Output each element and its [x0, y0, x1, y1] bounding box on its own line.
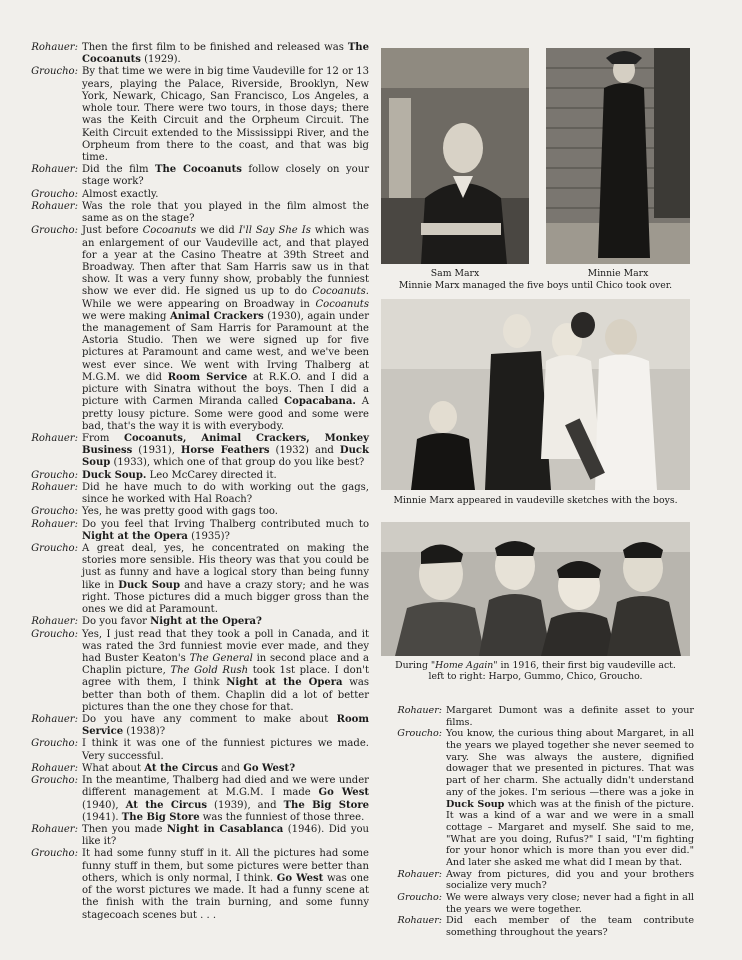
left-exchange [14, 42, 369, 66]
caption-minnie-marx: Minnie Marx [587, 268, 649, 279]
text-run: Margaret Dumont was a definite asset to your films. [446, 705, 694, 728]
italic-title: Cocoanuts [142, 225, 197, 237]
speaker-label: Rohauer: [397, 705, 442, 716]
film-title: Night at the Opera? [150, 616, 262, 628]
speaker-label: Groucho: [31, 848, 78, 860]
dialogue-text [82, 543, 369, 616]
speaker-label: Groucho: [397, 728, 442, 740]
text-run: Did each member of the team contribute something throughout the years? [446, 915, 694, 939]
dialogue-text [446, 728, 694, 868]
speaker-label: Rohauer: [31, 433, 78, 444]
left-exchange [14, 506, 369, 518]
italic-title: Cocoanuts. [312, 286, 369, 298]
text-run: (1933), which one of that group do you like best? [110, 457, 365, 469]
text-run: (1940), [82, 799, 126, 811]
dialogue-text [82, 201, 369, 225]
text-run: (1930), again under the management of Sam Harris for Paramount at the Astoria Studio. Then we were signed up for five pictures at Paramount and came west, and we've been west ever since. We went with Irving Thalberg at M.G.M. we did [82, 310, 369, 383]
dialogue-text [82, 506, 369, 518]
speaker-label: Groucho: [31, 775, 78, 787]
dialogue-text [82, 616, 369, 628]
text-run: It had some funny stuff in it. All the pictures had some funny stuff in them, but some pictures were better than others, which is only normal, I think. [82, 848, 369, 884]
text-run: in second place and a Chaplin picture, [82, 652, 369, 677]
text-run: we did [196, 225, 239, 237]
text-run: Do you have any comment to make about [82, 714, 337, 726]
left-exchange [14, 763, 369, 775]
text-run: Yes, I just read that they took a poll in Canada, and it was rated the 3rd funniest movie ever made, and they had Buster Keaton's [82, 628, 369, 664]
dialogue-text [82, 42, 369, 66]
caption-home-again-title: "Home Again" [430, 660, 498, 671]
dialogue-text [82, 763, 369, 775]
text-run: Then you made [82, 824, 167, 835]
text-run: (1941). [82, 811, 122, 823]
text-run: Almost exactly. [82, 188, 159, 200]
caption-home-again [381, 660, 690, 682]
text-run: took 1st place. I don't agree with them, I think [82, 665, 369, 689]
left-exchange [14, 482, 369, 506]
left-exchange [14, 470, 369, 482]
caption-home-again-pre: During [395, 660, 431, 671]
text-run: and have a crazy story; and he was right. Those pictures did a much bigger gross than the ones we did at Paramount. [82, 579, 369, 616]
dialogue-text [446, 892, 694, 915]
speaker-label: Groucho: [31, 469, 78, 481]
film-title: Copacabana. [284, 396, 356, 408]
left-exchange [14, 433, 369, 470]
film-title: Duck Soup [446, 798, 505, 810]
film-title: Go West [276, 872, 324, 884]
text-run: You know, the curious thing about Margaret, in all the years we played together she never seemed to vary. She was always the austere, dignified dowager that we presented in pictures. That was part of her charm. She actually didn't understand any of the jokes. I'm serious —there was a joke in [446, 728, 694, 798]
text-run: Away from pictures, did you and your brothers socialize very much? [446, 868, 694, 892]
speaker-label: Groucho: [31, 506, 78, 518]
film-title: Go West? [243, 762, 296, 774]
film-title: Night in Casablanca [166, 824, 284, 835]
left-exchange [14, 848, 369, 921]
speaker-label: Groucho: [31, 628, 78, 640]
interview-column-right [376, 705, 694, 939]
dialogue-text [82, 519, 369, 543]
dialogue-text [82, 824, 369, 848]
text-run: A great deal, yes, he concentrated on making the stories more sensible. His theory was that you could be just as funny and have a logical story than being funny like in [82, 542, 369, 591]
right-exchange [376, 705, 694, 728]
text-run: (1931), [132, 445, 181, 457]
text-run: Was the role that you played in the film almost the same as on the stage? [82, 200, 369, 225]
italic-title: The General [189, 652, 253, 664]
speaker-label: Rohauer: [397, 915, 442, 927]
left-exchange [14, 66, 369, 164]
left-exchange [14, 629, 369, 715]
text-run: Did the film [82, 164, 155, 176]
film-title: The Big Store [283, 799, 369, 811]
text-run: By that time we were in big time Vaudeville for 12 or 13 years, playing the Palace, Riverside, Brooklyn, New York, Newark, Chicago, San Francisco, Los Angeles, a whole tour. There were two tours, in those days; there was the Keith Circuit and the Orpheum Circuit. The Keith Circuit extended to the Mississippi River, and the Orpheum from there to the coast, and that was big time. [82, 66, 369, 163]
film-title: At the Circus [125, 799, 208, 811]
right-exchange [376, 892, 694, 915]
speaker-label: Rohauer: [31, 616, 78, 628]
text-run: (1939), and [207, 799, 284, 811]
italic-title: I'll Say She Is [238, 225, 311, 237]
speaker-label: Groucho: [397, 892, 442, 903]
text-run: Then the first film to be finished and released was [82, 42, 348, 53]
film-title: Horse Feathers [180, 445, 270, 457]
text-run: (1935)? [187, 530, 230, 542]
film-title: At the Circus [144, 762, 218, 774]
film-title: Duck Soup. [82, 469, 147, 481]
text-run: From [82, 433, 124, 444]
text-run: (1932) and [269, 445, 340, 457]
text-run: We were always very close; never had a fight in all the years we were together. [446, 892, 694, 915]
text-run: Did he have much to do with working out the gags, since he worked with Hal Roach? [82, 481, 369, 506]
dialogue-text [446, 869, 694, 892]
dialogue-text [82, 225, 369, 433]
film-title: The Big Store [121, 811, 200, 823]
caption-minnie-managed: Minnie Marx managed the five boys until Chico took over. [398, 280, 673, 291]
speaker-label: Groucho: [31, 66, 78, 78]
left-exchange [14, 201, 369, 225]
text-run: Do you feel that Irving Thalberg contributed much to [82, 518, 369, 530]
film-title: Go West [318, 787, 369, 799]
left-exchange [14, 738, 369, 762]
speaker-label: Groucho: [31, 738, 78, 750]
film-title: Night at the Opera [226, 677, 343, 689]
text-run: was better than both of them. Chaplin did a lot of better pictures than the one they chose for that. [82, 677, 369, 713]
dialogue-text [82, 164, 369, 188]
photo-home-again [381, 522, 690, 656]
dialogue-text [82, 470, 369, 482]
speaker-label: Rohauer: [31, 714, 78, 726]
dialogue-text [82, 189, 369, 201]
caption-vaudeville-sketch: Minnie Marx appeared in vaudeville sketches with the boys. [393, 495, 678, 506]
speaker-label: Rohauer: [31, 200, 78, 212]
speaker-label: Groucho: [31, 188, 78, 200]
film-title: Night at the Opera [82, 530, 188, 542]
italic-title: Cocoanuts [315, 298, 369, 310]
speaker-label: Rohauer: [31, 518, 78, 530]
speaker-label: Groucho: [31, 542, 78, 554]
text-run: What about [82, 762, 145, 774]
interview-column-left [14, 42, 369, 922]
photo-sam-marx [381, 48, 529, 264]
dialogue-text [82, 629, 369, 715]
caption-home-again-post: in 1916, their first big vaudeville act. [497, 660, 676, 671]
film-title: Duck Soup [118, 579, 181, 591]
film-title: Room Service [82, 714, 369, 738]
speaker-label: Rohauer: [31, 164, 78, 176]
text-run: (1929). [140, 54, 181, 66]
film-title: Duck Soup [82, 445, 369, 469]
film-title: The Cocoanuts [82, 42, 369, 66]
right-exchange [376, 869, 694, 892]
dialogue-text [82, 482, 369, 506]
dialogue-text [82, 848, 369, 921]
dialogue-text [82, 433, 369, 470]
text-run: (1938)? [123, 726, 166, 738]
caption-home-again-names: left to right: Harpo, Gummo, Chico, Groucho. [428, 671, 643, 682]
speaker-label: Rohauer: [31, 481, 78, 493]
speaker-label: Rohauer: [397, 868, 442, 880]
speaker-label: Rohauer: [31, 42, 78, 53]
text-run: (1946). Did you like it? [82, 824, 370, 848]
speaker-label: Rohauer: [31, 762, 78, 774]
left-exchange [14, 164, 369, 188]
text-run: was the funniest of those three. [199, 811, 365, 823]
text-run: and [217, 762, 244, 774]
dialogue-text [82, 66, 369, 164]
left-exchange [14, 824, 369, 848]
dialogue-text [446, 705, 694, 728]
left-exchange [14, 775, 369, 824]
text-run: Just before [82, 225, 143, 237]
left-exchange [14, 543, 369, 616]
right-exchange [376, 728, 694, 868]
left-exchange [14, 616, 369, 628]
speaker-label: Groucho: [31, 225, 78, 237]
text-run: In the meantime, Thalberg had died and we were under different management at M.G.M. I made [82, 775, 369, 799]
left-exchange [14, 225, 369, 433]
text-run: which was at the finish of the picture. It was a kind of a war and we were in a small cottage – Margaret and myself. She said to me, "What are you doing, Rufus?" I said, "I'm fighting for your honor which is more than you ever did." And later she asked me what did I mean by that. [446, 798, 694, 868]
text-run: I think it was one of the funniest pictures we made. Very successful. [82, 738, 369, 762]
speaker-label: Rohauer: [31, 824, 78, 835]
text-run: Yes, he was pretty good with gags too. [82, 506, 278, 518]
left-exchange [14, 189, 369, 201]
film-title: Room Service [167, 371, 248, 383]
text-run: which was an enlargement of our Vaudeville act, and that played for a year at the Casino Theatre at 39th Street and Broadway. Then after that Sam Harris saw us in that show. It was a very funny show, probably the funniest show we ever did. He signed us up to do [82, 225, 369, 298]
dialogue-text [82, 714, 369, 738]
text-run: was one of the worst pictures we made. It had a funny scene at the finish with the train burning, and some funny stagecoach scenes but . . . [82, 872, 369, 921]
text-run: follow closely on your stage work? [82, 164, 369, 188]
text-run: While we were appearing on Broadway in [82, 298, 316, 310]
photo-vaudeville-sketch [381, 299, 690, 490]
text-run: we were making [82, 310, 170, 322]
dialogue-text [82, 738, 369, 762]
text-run: Do you favor [82, 616, 151, 628]
caption-sam-marx: Sam Marx [430, 268, 480, 279]
italic-title: The Gold Rush [170, 665, 249, 677]
right-exchange [376, 915, 694, 938]
film-title: The Cocoanuts [155, 164, 242, 176]
text-run: at R.K.O. and I did a picture with Sinatra without the boys. Then I did a picture with Carmen Miranda called [82, 371, 369, 408]
dialogue-text [82, 775, 369, 824]
left-exchange [14, 714, 369, 738]
left-exchange [14, 519, 369, 543]
text-run: A pretty lousy picture. Some were good and some were bad, that's the way it is with everybody. [82, 396, 369, 432]
dialogue-text [446, 915, 694, 938]
film-title: Cocoanuts, Animal Crackers, Monkey Business [82, 433, 369, 457]
photo-minnie-marx [546, 48, 690, 264]
text-run: Leo McCarey directed it. [146, 469, 277, 481]
film-title: Animal Crackers [169, 310, 264, 322]
